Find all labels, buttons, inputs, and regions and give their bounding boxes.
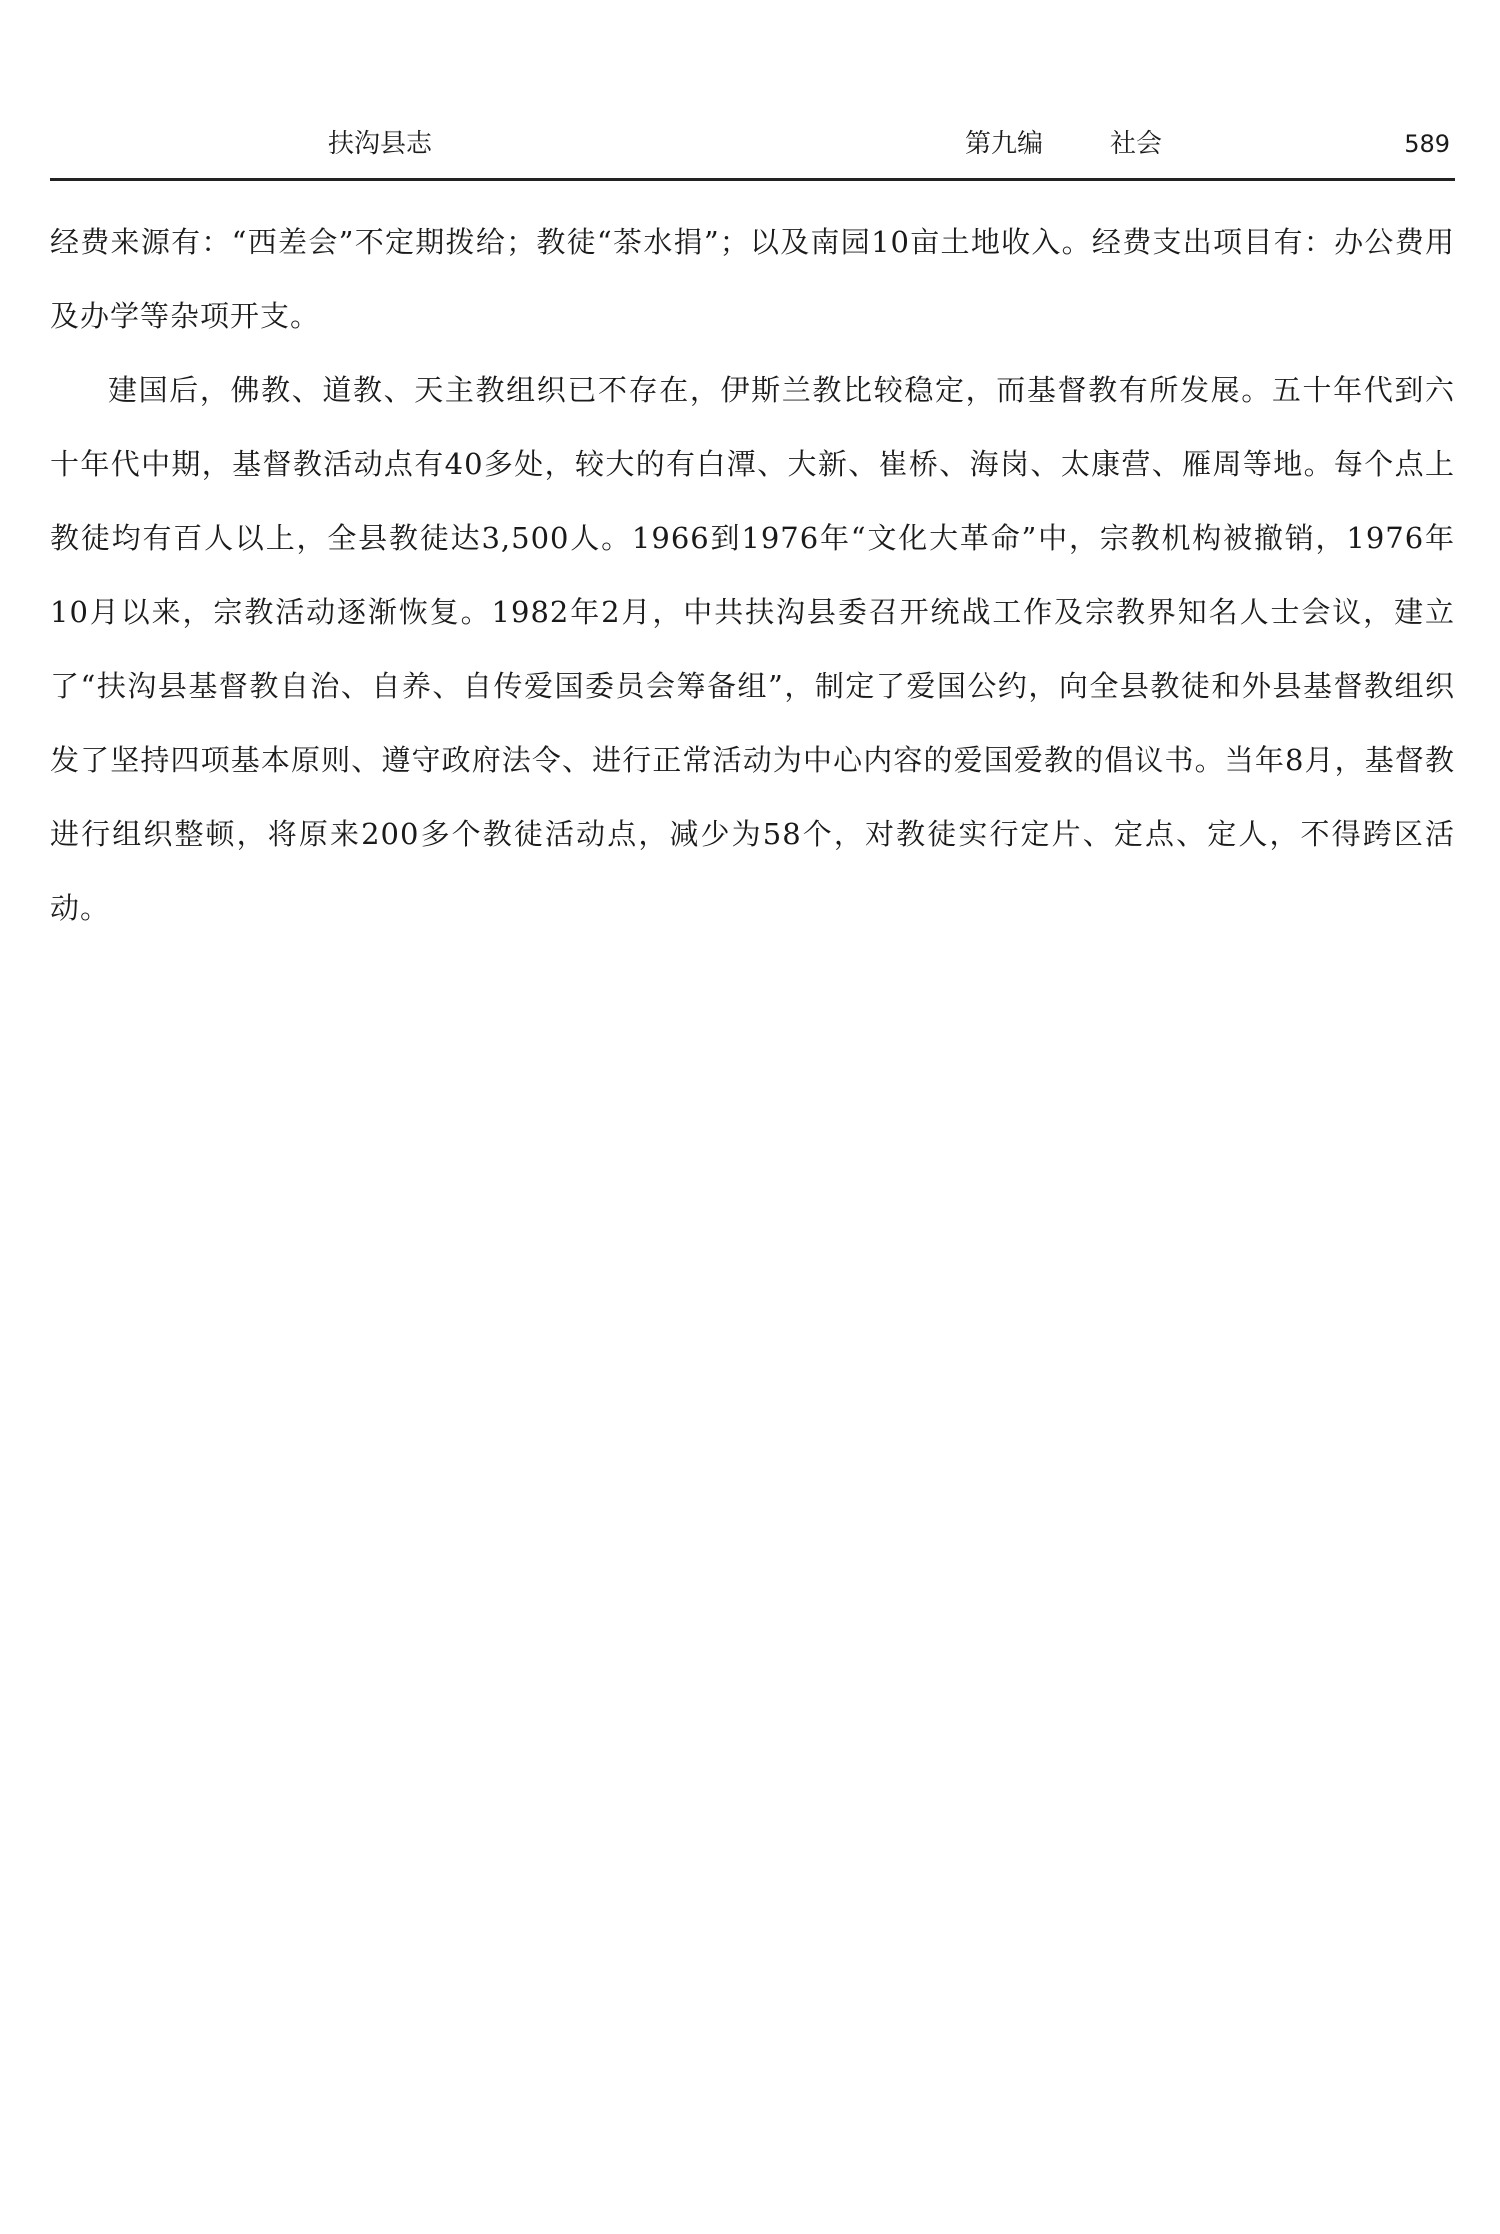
running-header xyxy=(50,118,1455,178)
section-label: 社会 xyxy=(1110,129,1163,159)
book-title: 扶沟县志 xyxy=(328,129,433,159)
paragraph-religion-after-1949: 建国后，佛教、道教、天主教组织已不存在，伊斯兰教比较稳定，而基督教有所发展。五十年代到六十年代中期，基督教活动点有40多处，较大的有白潭、大新、崔桥、海岗、太康营、雁周等地。每个点上教徒均有百人以上，全县教徒达3,500人。1966到1976年“文化大革命”中，宗教机构被撤销，1976年10月以来，宗教活动逐渐恢复。1982年2月，中共扶沟县委召开统战工作及宗教界知名人士会议，建立了“扶沟县基督教自治、自养、自传爱国委员会筹备组”，制定了爱国公约，向全县教徒和外县基督教组织发了坚持四项基本原则、遵守政府法令、进行正常活动为中心内容的爱国爱教的倡议书。当年8月，基督教进行组织整顿，将原来200多个教徒活动点，减少为58个，对教徒实行定片、定点、定人，不得跨区活动。 xyxy=(50,373,1455,925)
page-number: 589 xyxy=(1404,130,1450,158)
chapter-label: 第九编 xyxy=(965,129,1044,159)
body-text xyxy=(50,205,1455,945)
header-divider xyxy=(50,178,1455,181)
paragraph-continuation: 经费来源有：“西差会”不定期拨给；教徒“茶水捐”；以及南园10亩土地收入。经费支出项目有：办公费用及办学等杂项开支。 xyxy=(50,225,1455,333)
